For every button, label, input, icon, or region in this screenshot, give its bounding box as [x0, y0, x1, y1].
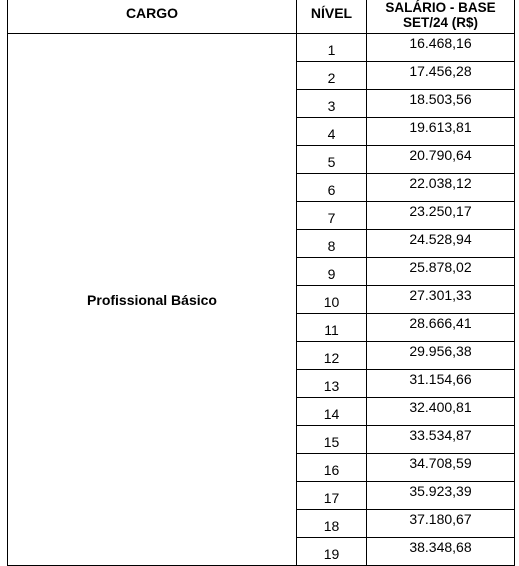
salary-table [7, 0, 515, 566]
salario-cell: 18.503,56 [367, 90, 515, 118]
salario-cell: 33.534,87 [367, 426, 515, 454]
salario-cell: 28.666,41 [367, 314, 515, 342]
table-row [8, 34, 515, 62]
salario-cell: 20.790,64 [367, 146, 515, 174]
nivel-cell: 4 [297, 118, 367, 146]
nivel-cell: 12 [297, 342, 367, 370]
nivel-cell: 3 [297, 90, 367, 118]
salario-cell: 32.400,81 [367, 398, 515, 426]
salario-cell: 35.923,39 [367, 482, 515, 510]
nivel-cell: 19 [297, 538, 367, 566]
nivel-cell: 6 [297, 174, 367, 202]
header-nivel: NÍVEL [297, 0, 367, 34]
salario-cell: 38.348,68 [367, 538, 515, 566]
nivel-cell: 11 [297, 314, 367, 342]
nivel-cell: 7 [297, 202, 367, 230]
header-row [8, 0, 515, 34]
nivel-cell: 1 [297, 34, 367, 62]
salario-cell: 23.250,17 [367, 202, 515, 230]
salario-cell: 29.956,38 [367, 342, 515, 370]
header-salario-line1: SALÁRIO - BASE [385, 0, 496, 15]
nivel-cell: 10 [297, 286, 367, 314]
nivel-cell: 16 [297, 454, 367, 482]
salario-cell: 25.878,02 [367, 258, 515, 286]
salario-cell: 19.613,81 [367, 118, 515, 146]
nivel-cell: 15 [297, 426, 367, 454]
cargo-cell: Profissional Básico [8, 34, 297, 566]
salario-cell: 17.456,28 [367, 62, 515, 90]
nivel-cell: 17 [297, 482, 367, 510]
salario-cell: 22.038,12 [367, 174, 515, 202]
salario-cell: 16.468,16 [367, 34, 515, 62]
nivel-cell: 13 [297, 370, 367, 398]
table-body [8, 34, 515, 566]
header-salario [367, 0, 515, 34]
salario-cell: 24.528,94 [367, 230, 515, 258]
nivel-cell: 2 [297, 62, 367, 90]
header-salario-line2: SET/24 (R$) [402, 15, 479, 30]
nivel-cell: 8 [297, 230, 367, 258]
header-cargo: CARGO [8, 0, 297, 34]
salario-cell: 31.154,66 [367, 370, 515, 398]
nivel-cell: 18 [297, 510, 367, 538]
salario-cell: 34.708,59 [367, 454, 515, 482]
salario-cell: 27.301,33 [367, 286, 515, 314]
nivel-cell: 14 [297, 398, 367, 426]
table-header [8, 0, 515, 34]
nivel-cell: 5 [297, 146, 367, 174]
salario-cell: 37.180,67 [367, 510, 515, 538]
nivel-cell: 9 [297, 258, 367, 286]
